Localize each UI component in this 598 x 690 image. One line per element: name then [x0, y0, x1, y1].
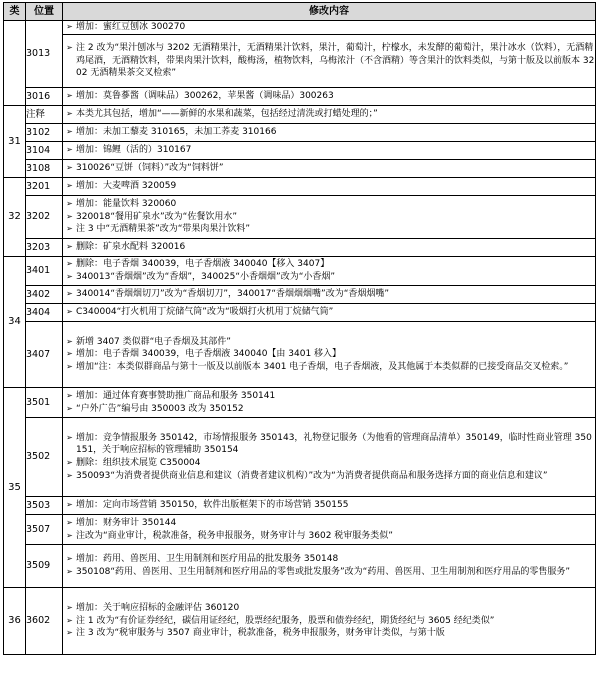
content-line [63, 288, 595, 301]
table-row [4, 418, 596, 497]
content-line [63, 180, 595, 193]
content-text: 350108“药用、兽医用、卫生用制剂和医疗用品的零售或批发服务”改为“药用、兽医用、卫生用制剂和医疗用品的零售服务” [76, 567, 571, 577]
content-line [63, 21, 595, 34]
content-line [63, 162, 595, 175]
table-row [4, 124, 596, 142]
bullet-arrow-icon: ➢ [66, 22, 73, 32]
content-text: 注改为“商业审计，税款准备，税务申报服务，财务审计与 3602 税审服务类似” [76, 530, 393, 541]
table-row [4, 515, 596, 545]
content-cell [63, 21, 596, 35]
content-text: 增加：能量饮料 320060 [76, 199, 177, 210]
content-line [63, 517, 595, 530]
content-text: 增加：莫鲁蔘酱（调味品）300262，苹果酱（调味品）300263 [76, 91, 334, 102]
table-row [4, 322, 596, 388]
content-line [63, 627, 595, 640]
group-cell: 3104 [26, 142, 63, 160]
group-cell: 3507 [26, 515, 63, 545]
content-cell [63, 304, 596, 322]
content-text: 注 1 改为“有价证券经纪，碳信用证经纪，股票经纪服务，股票和债券经纪，期货经纪与 3605 经纪类似” [76, 615, 495, 626]
table-row [4, 196, 596, 239]
content-text: 删除：电子香烟 340039，电子香烟液 340040【移入 3407】 [76, 259, 330, 270]
bullet-arrow-icon: ➢ [66, 567, 73, 576]
content-line [63, 361, 595, 374]
bullet-arrow-icon: ➢ [66, 289, 73, 299]
content-text: 增加：蜜红豆刨冰 300270 [76, 22, 186, 33]
group-cell: 3503 [26, 497, 63, 515]
header-content: 修改内容 [63, 3, 596, 21]
bullet-arrow-icon: ➢ [66, 224, 73, 234]
bullet-arrow-icon: ➢ [66, 458, 73, 467]
group-cell: 3201 [26, 178, 63, 196]
content-cell [63, 322, 596, 388]
content-text: 删除：组织技术展览 C350004 [76, 458, 201, 468]
content-line [63, 90, 595, 103]
bullet-arrow-icon: ➢ [66, 91, 73, 101]
table-row [4, 106, 596, 124]
content-text: 删除：矿泉水配料 320016 [76, 242, 186, 253]
content-line [63, 566, 595, 579]
bullet-arrow-icon: ➢ [66, 199, 73, 209]
bullet-arrow-icon: ➢ [66, 181, 73, 191]
content-cell [63, 160, 596, 178]
content-text: C340004“打火机用丁烷储气筒”改为“吸烟打火机用丁烷储气筒” [76, 307, 334, 318]
content-cell [63, 588, 596, 655]
content-cell [63, 88, 596, 106]
content-text: 增加：通过体育赛事赞助推广商品和服务 350141 [76, 390, 276, 401]
table-row [4, 178, 596, 196]
content-text: 增加“注：本类似群商品与第十一版及以前版本 3401 电子香烟，电子香烟液，及其他属于本类似群的已接受商品交叉检索。” [76, 361, 569, 372]
group-cell: 注释 [26, 106, 63, 124]
content-line [63, 198, 595, 211]
class-cell: 34 [4, 257, 26, 388]
content-cell [63, 418, 596, 497]
group-cell: 3502 [26, 418, 63, 497]
bullet-arrow-icon: ➢ [66, 145, 73, 155]
content-cell [63, 515, 596, 545]
content-line [63, 432, 595, 457]
content-line [63, 470, 595, 483]
class-cell: 31 [4, 106, 26, 178]
content-text: 新增 3407 类似群“电子香烟及其部件” [76, 336, 231, 347]
content-text: 增加：药用、兽医用、卫生用制剂和医疗用品的批发服务 350148 [76, 554, 339, 565]
group-cell: 3509 [26, 545, 63, 588]
bullet-arrow-icon: ➢ [66, 43, 73, 53]
bullet-arrow-icon: ➢ [66, 127, 73, 137]
table-row [4, 497, 596, 515]
content-text: 增加：电子香烟 340039，电子香烟液 340040【由 3401 移入】 [76, 349, 342, 360]
content-text: 增加：竞争情报服务 350142，市场情报服务 350143，礼物登记服务（为他看的管理商品清单）350149，临时性商业管理 350151，关于响应招标的管理辅助 350154 [76, 432, 592, 456]
content-line [63, 553, 595, 566]
content-text: 340014“香烟烟切刀”改为“香烟切刀”，340017“香烟烟烟嘴”改为“香烟烟嘴” [76, 289, 390, 300]
table-row [4, 35, 596, 88]
content-line [63, 241, 595, 254]
class-cell [4, 21, 26, 106]
content-line [63, 306, 595, 319]
content-line [63, 602, 595, 615]
bullet-arrow-icon: ➢ [66, 530, 73, 540]
content-line [63, 108, 595, 121]
content-text: 310026“豆饼（饲料）”改为“饲料饼” [76, 163, 224, 174]
content-cell [63, 124, 596, 142]
content-line [63, 530, 595, 543]
content-cell [63, 178, 596, 196]
table-row [4, 588, 596, 655]
group-cell: 3401 [26, 257, 63, 286]
content-cell [63, 286, 596, 304]
content-text: 350093“为消费者提供商业信息和建议（消费者建议机构）”改为“为消费者提供商品和服务选择方面的商业信息和建议” [76, 470, 548, 481]
table-row [4, 88, 596, 106]
table-row [4, 286, 596, 304]
content-line [63, 211, 595, 224]
bullet-arrow-icon: ➢ [66, 242, 73, 252]
header-position: 位置 [26, 3, 63, 21]
group-cell: 3108 [26, 160, 63, 178]
content-cell [63, 497, 596, 515]
content-cell [63, 257, 596, 286]
content-cell [63, 388, 596, 418]
bullet-arrow-icon: ➢ [66, 361, 73, 371]
content-line [63, 499, 595, 512]
group-cell: 3602 [26, 588, 63, 655]
content-cell [63, 35, 596, 88]
table-row [4, 160, 596, 178]
modification-table [3, 2, 596, 655]
bullet-arrow-icon: ➢ [66, 259, 73, 269]
content-text: 增加：关于响应招标的金融评估 360120 [76, 603, 240, 614]
content-line [63, 390, 595, 403]
content-text: 本类尤其包括，增加“——新鲜的水果和蔬菜，包括经过清洗或打蜡处理的；” [76, 109, 378, 120]
content-text: 增加：大麦啤酒 320059 [76, 181, 177, 192]
content-text: 增加：未加工藜麦 310165，未加工荞麦 310166 [76, 127, 277, 138]
content-text: “户外广告”编号由 350003 改为 350152 [76, 403, 244, 414]
bullet-arrow-icon: ➢ [66, 615, 73, 625]
bullet-arrow-icon: ➢ [66, 403, 73, 413]
bullet-arrow-icon: ➢ [66, 272, 73, 281]
bullet-arrow-icon: ➢ [66, 432, 73, 442]
group-cell: 3402 [26, 286, 63, 304]
header-class: 类 [4, 3, 26, 21]
header-row [4, 3, 596, 21]
class-cell: 32 [4, 178, 26, 257]
group-cell: 3203 [26, 239, 63, 257]
class-cell: 36 [4, 588, 26, 655]
content-line [63, 348, 595, 361]
bullet-arrow-icon: ➢ [66, 109, 73, 119]
content-cell [63, 239, 596, 257]
content-text: 注 3 改为“税审服务与 3507 商业审计，税款准备，税务申报服务，财务审计类似，与第十版 [76, 628, 445, 639]
content-text: 注 3 中“无酒精果茶”改为“带果肉果汁饮料” [76, 224, 251, 235]
table-row [4, 388, 596, 418]
content-line [63, 336, 595, 349]
content-cell [63, 142, 596, 160]
content-cell [63, 196, 596, 239]
bullet-arrow-icon: ➢ [66, 554, 73, 564]
group-cell: 3016 [26, 88, 63, 106]
class-cell: 35 [4, 388, 26, 588]
content-text: 增加：定向市场营销 350150，软件出版框架下的市场营销 350155 [76, 500, 349, 511]
content-cell [63, 106, 596, 124]
content-line [63, 223, 595, 236]
content-line [63, 615, 595, 628]
table-row [4, 142, 596, 160]
bullet-arrow-icon: ➢ [66, 500, 73, 510]
table-row [4, 257, 596, 286]
table-body [4, 21, 596, 655]
content-text: 注 2 改为“果汁刨冰与 3202 无酒精果汁，无酒精果汁饮料，果汁，葡萄汁，柠檬水，未发酵的葡萄汁，果汁冰水（饮料），无酒精鸡尾酒，无酒精饮料，带果肉果汁饮料，酸梅汤，植物饮料，乌梅浓汁（不含酒精）等含果汁的饮料类似，与第十版及以前版本 3202 无酒精果茶交叉检索” [76, 43, 595, 79]
content-line [63, 271, 595, 284]
group-cell: 3404 [26, 304, 63, 322]
group-cell: 3202 [26, 196, 63, 239]
group-cell: 3013 [26, 21, 63, 88]
bullet-arrow-icon: ➢ [66, 163, 73, 173]
content-line [63, 258, 595, 271]
group-cell: 3102 [26, 124, 63, 142]
bullet-arrow-icon: ➢ [66, 349, 73, 359]
content-line [63, 144, 595, 157]
content-line [63, 126, 595, 139]
bullet-arrow-icon: ➢ [66, 336, 73, 346]
content-text: 320018“餐用矿泉水”改为“佐餐饮用水” [76, 211, 238, 222]
table-row [4, 239, 596, 257]
content-line [63, 457, 595, 470]
content-line [63, 403, 595, 416]
content-text: 增加：锦鲤（活的）310167 [76, 145, 192, 156]
content-text: 增加：财务审计 350144 [76, 517, 177, 528]
table-row [4, 304, 596, 322]
table-row [4, 545, 596, 588]
bullet-arrow-icon: ➢ [66, 517, 73, 527]
content-line [63, 42, 595, 80]
bullet-arrow-icon: ➢ [66, 390, 73, 400]
bullet-arrow-icon: ➢ [66, 603, 73, 613]
bullet-arrow-icon: ➢ [66, 307, 73, 317]
content-text: 340013“香烟烟”改为“香烟”，340025“小香烟烟”改为“小香烟” [76, 272, 336, 282]
bullet-arrow-icon: ➢ [66, 628, 73, 638]
group-cell: 3501 [26, 388, 63, 418]
bullet-arrow-icon: ➢ [66, 211, 73, 221]
bullet-arrow-icon: ➢ [66, 470, 73, 480]
table-row [4, 21, 596, 35]
group-cell: 3407 [26, 322, 63, 388]
content-cell [63, 545, 596, 588]
